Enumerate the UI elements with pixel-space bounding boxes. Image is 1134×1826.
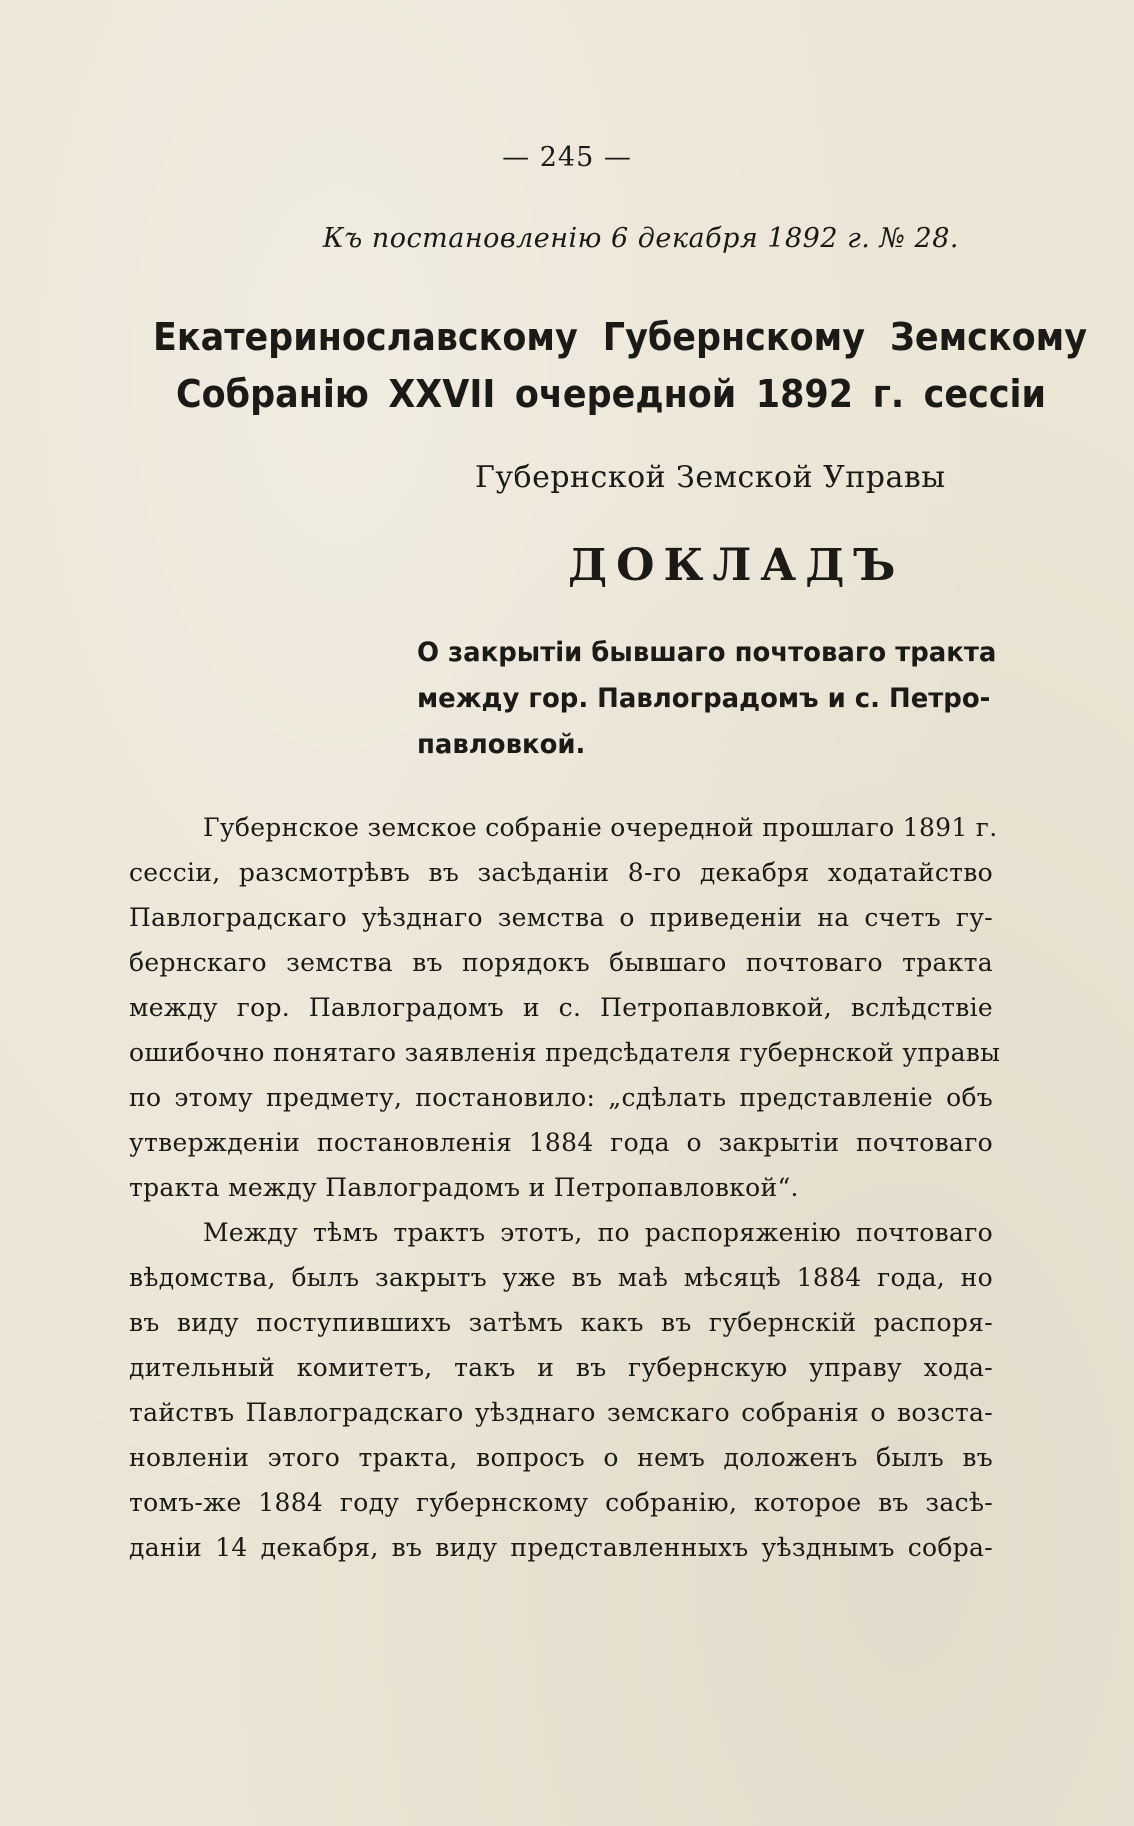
paragraph-2-line-8: даніи 14 декабря, въ виду представленныхъ уѣзднымъ собра- [129, 1533, 993, 1562]
paragraph-1-line-8: утвержденіи постановленія 1884 года о закрытіи почтоваго [129, 1128, 993, 1157]
paragraph-2-line-7: томъ-же 1884 году губернскому собранію, которое въ засѣ- [129, 1488, 993, 1517]
report-heading: ДОКЛАДЪ [568, 540, 905, 591]
topic-line-2: между гор. Павлоградомъ и с. Петро- [417, 683, 991, 714]
resolution-reference: Къ постановленію 6 декабря 1892 г. № 28. [322, 223, 959, 254]
paragraph-1-line-7: по этому предмету, постановило: „сдѣлать представленіе объ [129, 1083, 993, 1112]
subtitle: Губернской Земской Управы [475, 460, 946, 495]
paragraph-1-line-4: бернскаго земства въ порядокъ бывшаго почтоваго тракта [129, 948, 993, 977]
paragraph-1-line-9: тракта между Павлоградомъ и Петропавловкой“. [129, 1173, 799, 1202]
paragraph-2-line-1: Между тѣмъ трактъ этотъ, по распоряженію почтоваго [203, 1218, 993, 1247]
paragraph-1-line-5: между гор. Павлоградомъ и с. Петропавловкой, вслѣдствіе [129, 993, 993, 1022]
paragraph-2-line-3: въ виду поступившихъ затѣмъ какъ въ губернскій распоря- [129, 1308, 993, 1337]
paragraph-2-line-5: тайствъ Павлоградскаго уѣзднаго земскаго собранія о возста- [129, 1398, 993, 1427]
paragraph-1-line-1: Губернское земское собраніе очередной прошлаго 1891 г. [203, 813, 998, 842]
paragraph-2-line-2: вѣдомства, былъ закрытъ уже въ маѣ мѣсяцѣ 1884 года, но [129, 1263, 993, 1292]
title-line-2: Собранію XXVII очередной 1892 г. сессіи [176, 372, 1047, 416]
title-line-1: Екатеринославскому Губернскому Земскому [153, 315, 1088, 359]
page-number: — 245 — [502, 142, 632, 173]
paragraph-2-line-4: дительный комитетъ, такъ и въ губернскую управу хода- [129, 1353, 993, 1382]
topic-line-3: павловкой. [417, 729, 586, 760]
paragraph-2-line-6: новленіи этого тракта, вопросъ о немъ доложенъ былъ въ [129, 1443, 993, 1472]
paragraph-1-line-3: Павлоградскаго уѣзднаго земства о приведеніи на счетъ гу- [129, 903, 993, 932]
topic-line-1: О закрытіи бывшаго почтоваго тракта [417, 637, 997, 668]
paragraph-1-line-6: ошибочно понятаго заявленія предсѣдателя губернской управы [129, 1038, 1001, 1067]
paragraph-1-line-2: сессіи, разсмотрѣвъ въ засѣданіи 8-го декабря ходатайство [129, 858, 993, 887]
